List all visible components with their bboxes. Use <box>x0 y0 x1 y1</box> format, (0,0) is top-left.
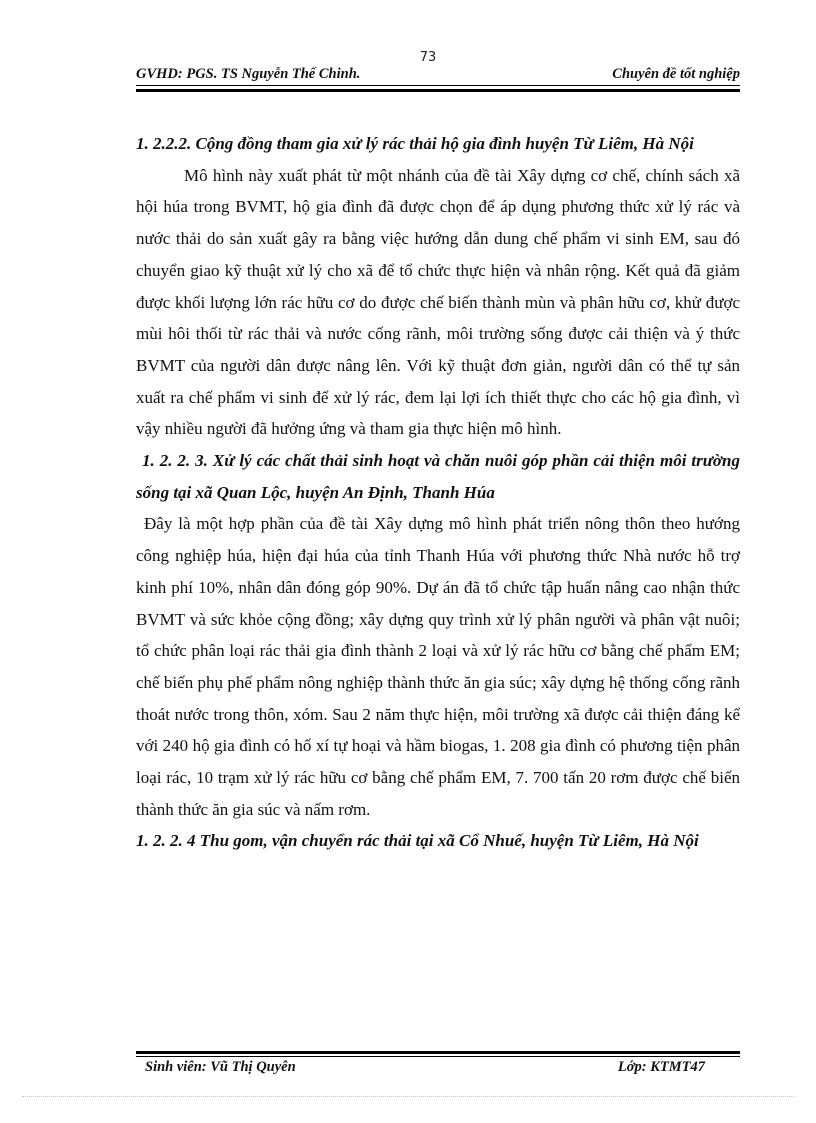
section-paragraph-1: Mô hình này xuất phát từ một nhánh của đề tài Xây dựng cơ chế, chính sách xã hội húa trong BVMT, hộ gia đình đã được chọn để áp dụng phương thức xử lý rác và nước thải do sản xuất gây ra bằng việc hướng dẫn dung chế phẩm vi sinh EM, sau đó chuyển giao kỹ thuật xử lý cho xã để tổ chức thực hiện và nhân rộng. Kết quả đã giảm được khối lượng lớn rác hữu cơ do được chế biến thành mùn và phân hữu cơ, khử được mùi hôi thối từ rác thải và nước cống rãnh, môi trường sống được cải thiện và ý thức BVMT của người dân được nâng lên. Với kỹ thuật đơn giản, người dân có thể tự sản xuất ra chế phẩm vi sinh để xử lý rác, đem lại lợi ích thiết thực cho các hộ gia đình, vì vậy nhiều người đã hưởng ứng và tham gia thực hiện mô hình. <box>136 165 740 439</box>
section-heading-2: 1. 2. 2. 3. Xử lý các chất thải sinh hoạt và chăn nuôi góp phần cải thiện môi trường sống tại xã Quan Lộc, huyện An Định, Thanh Húa <box>136 451 740 502</box>
section-heading-3: 1. 2. 2. 4 Thu gom, vận chuyển rác thải tại xã Cổ Nhuế, huyện Từ Liêm, Hà Nội <box>136 831 699 851</box>
document-body <box>136 128 740 857</box>
footer-rule-thick <box>136 1051 740 1054</box>
page-number: 73 <box>419 50 437 65</box>
section-paragraph-2: Đây là một hợp phần của đề tài Xây dựng mô hình phát triển nông thôn theo hướng công nghiệp húa, hiện đại húa của tỉnh Thanh Húa với phương thức Nhà nước hỗ trợ kinh phí 10%, nhân dân đóng góp 90%. Dự án đã tổ chức tập huấn nâng cao nhận thức BVMT và sức khỏe cộng đồng; xây dựng quy trình xử lý phân người và phân vật nuôi; tổ chức phân loại rác thải gia đình thành 2 loại và xử lý rác hữu cơ bằng chế phẩm EM; chế biến phụ phế phẩm nông nghiệp thành thức ăn gia súc; xây dựng hệ thống cống rãnh thoát nước trong thôn, xóm. Sau 2 năm thực hiện, môi trường xã được cải thiện đáng kể với 240 hộ gia đình có hố xí tự hoại và hầm biogas, 1. 208 gia đình có phương tiện phân loại rác, 10 trạm xử lý rác hữu cơ bằng chế phẩm EM, 7. 700 tấn 20 rơm được chế biến thành thức ăn gia súc và nấm rơm. <box>136 514 740 819</box>
header-doc-type: Chuyên đề tốt nghiệp <box>612 66 740 82</box>
header-advisor: GVHD: PGS. TS Nguyễn Thế Chinh. <box>136 66 361 82</box>
page-bottom-dotted-line <box>22 1096 794 1097</box>
footer-class: Lớp: KTMT47 <box>617 1059 705 1075</box>
section-heading-1: 1. 2.2.2. Cộng đồng tham gia xử lý rác thải hộ gia đình huyện Từ Liêm, Hà Nội <box>136 134 694 153</box>
footer-student: Sinh viên: Vũ Thị Quyên <box>145 1059 296 1075</box>
header-rule <box>136 85 740 86</box>
footer-rule <box>136 1056 740 1057</box>
header-rule-thick <box>136 89 740 92</box>
page-footer <box>145 1059 705 1081</box>
